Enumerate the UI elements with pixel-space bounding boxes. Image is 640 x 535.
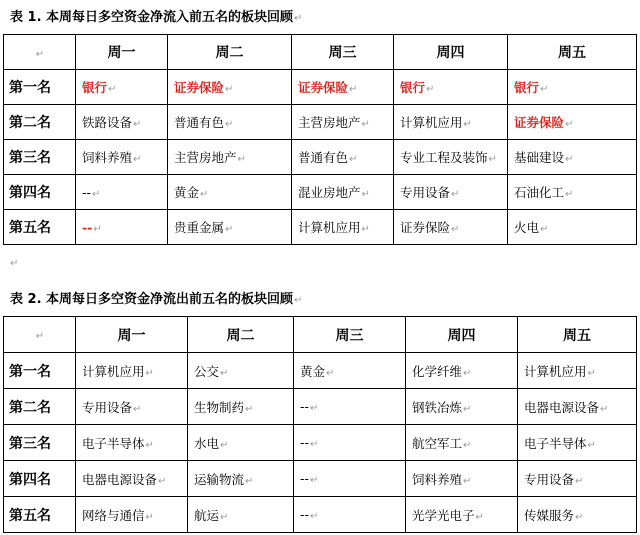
sector-name: 计算机应用	[524, 363, 587, 379]
paragraph-mark-icon: ↵	[326, 367, 335, 379]
sector-name: 银行	[400, 80, 426, 95]
paragraph-mark-icon: ↵	[575, 511, 584, 523]
sector-cell	[76, 140, 168, 175]
sector-cell	[294, 389, 406, 425]
sector-name: 基础建设	[514, 150, 565, 165]
sector-name: 航空军工	[412, 435, 463, 451]
sector-name: --	[82, 184, 92, 200]
day-header: 周五	[508, 35, 637, 70]
header-row	[4, 35, 637, 70]
paragraph-mark-icon: ↵	[35, 331, 45, 342]
day-header: 周三	[294, 317, 406, 353]
sector-name: 普通有色	[174, 115, 225, 130]
paragraph-mark-icon: ↵	[93, 223, 102, 235]
paragraph-mark-icon: ↵	[463, 367, 472, 379]
sector-name: 钢铁冶炼	[412, 399, 463, 415]
paragraph-mark-icon: ↵	[108, 84, 117, 95]
paragraph-mark-icon: ↵	[200, 189, 209, 200]
paragraph-mark-icon: ↵	[294, 295, 303, 306]
sector-cell	[292, 140, 394, 175]
corner-cell	[4, 35, 76, 70]
sector-name: 专用设备	[524, 471, 575, 487]
sector-cell	[406, 389, 518, 425]
sector-cell	[168, 70, 292, 105]
day-header: 周三	[292, 35, 394, 70]
sector-name: 银行	[514, 80, 540, 95]
paragraph-mark-icon: ↵	[133, 154, 142, 165]
sector-name: 计算机应用	[82, 363, 145, 379]
sector-cell	[188, 389, 294, 425]
table-row	[4, 140, 637, 175]
day-header: 周一	[76, 35, 168, 70]
sector-cell	[406, 461, 518, 497]
paragraph-mark-icon: ↵	[225, 84, 234, 95]
sector-cell	[406, 353, 518, 389]
sector-cell	[188, 353, 294, 389]
sector-cell	[292, 210, 394, 245]
corner-cell	[4, 317, 76, 353]
header-row	[4, 317, 637, 353]
day-header: 周二	[188, 317, 294, 353]
sector-cell	[394, 140, 508, 175]
paragraph-mark-icon: ↵	[475, 511, 484, 523]
sector-name: 电器电源设备	[524, 399, 600, 415]
sector-name: 主营房地产	[174, 150, 237, 165]
paragraph-mark-icon: ↵	[245, 403, 254, 415]
sector-name: 生物制药	[194, 399, 245, 415]
sector-cell	[76, 105, 168, 140]
sector-cell	[406, 425, 518, 461]
sector-name: 证券保险	[174, 80, 225, 95]
sector-name: 铁路设备	[82, 115, 133, 130]
sector-cell	[168, 210, 292, 245]
paragraph-mark-icon: ↵	[294, 13, 303, 24]
rank-label: 第五名	[4, 210, 76, 245]
paragraph-mark-icon: ↵	[575, 475, 584, 487]
sector-cell	[76, 70, 168, 105]
table1-caption	[10, 9, 302, 28]
table-row	[4, 425, 637, 461]
sector-name: 专业工程及装饰	[400, 150, 488, 165]
rank-label: 第二名	[4, 389, 76, 425]
sector-cell	[76, 353, 188, 389]
paragraph-mark-icon: ↵	[426, 84, 435, 95]
paragraph-mark-icon: ↵	[565, 189, 574, 200]
paragraph-mark-icon: ↵	[565, 119, 574, 130]
table-row	[4, 70, 637, 105]
paragraph-mark-icon: ↵	[349, 84, 358, 95]
sector-cell	[394, 70, 508, 105]
sector-name: 混业房地产	[298, 185, 361, 200]
sector-name: --	[300, 435, 310, 450]
outflow-table	[3, 316, 637, 533]
sector-cell	[76, 175, 168, 210]
rank-label: 第四名	[4, 461, 76, 497]
rank-label: 第四名	[4, 175, 76, 210]
sector-name: 证券保险	[514, 115, 565, 130]
table-row	[4, 105, 637, 140]
sector-cell	[76, 461, 188, 497]
sector-name: 光学光电子	[412, 507, 475, 523]
sector-cell	[518, 497, 637, 533]
paragraph-mark-icon: ↵	[463, 119, 472, 130]
sector-cell	[518, 353, 637, 389]
sector-name: 普通有色	[298, 150, 349, 165]
sector-cell	[168, 105, 292, 140]
paragraph-mark-icon: ↵	[245, 475, 254, 487]
sector-name: 网络与通信	[82, 507, 145, 523]
table2-caption	[10, 291, 302, 310]
paragraph-mark-icon: ↵	[488, 154, 497, 165]
paragraph-mark-icon: ↵	[540, 84, 549, 95]
sector-name: --	[300, 399, 310, 414]
sector-name: 主营房地产	[298, 115, 361, 130]
sector-cell	[394, 210, 508, 245]
sector-name: 饲料养殖	[82, 150, 133, 165]
paragraph-mark-icon: ↵	[565, 154, 574, 165]
paragraph-mark-icon: ↵	[35, 48, 45, 60]
table-row	[4, 353, 637, 389]
sector-name: 公交	[194, 363, 220, 379]
paragraph-mark-icon: ↵	[361, 224, 370, 235]
sector-name: 火电	[514, 220, 540, 235]
sector-cell	[294, 425, 406, 461]
sector-cell	[508, 175, 637, 210]
day-header: 周一	[76, 317, 188, 353]
paragraph-mark-icon: ↵	[451, 224, 460, 235]
empty-paragraph-mark-icon: ↵	[10, 258, 19, 269]
day-header: 周二	[168, 35, 292, 70]
paragraph-mark-icon: ↵	[600, 403, 609, 415]
paragraph-mark-icon: ↵	[361, 119, 370, 130]
rank-label: 第五名	[4, 497, 76, 533]
rank-label: 第一名	[4, 70, 76, 105]
sector-name: 石油化工	[514, 185, 565, 200]
rank-label: 第一名	[4, 353, 76, 389]
sector-name: --	[82, 219, 93, 235]
sector-cell	[292, 70, 394, 105]
paragraph-mark-icon: ↵	[310, 511, 319, 522]
sector-name: 电器电源设备	[82, 471, 158, 487]
paragraph-mark-icon: ↵	[158, 475, 167, 487]
sector-name: 黄金	[174, 185, 200, 200]
rank-label: 第二名	[4, 105, 76, 140]
sector-cell	[76, 389, 188, 425]
table-row	[4, 461, 637, 497]
paragraph-mark-icon: ↵	[463, 403, 472, 415]
rank-label: 第三名	[4, 140, 76, 175]
sector-name: 饲料养殖	[412, 471, 463, 487]
sector-name: --	[300, 471, 310, 486]
paragraph-mark-icon: ↵	[587, 439, 596, 451]
sector-cell	[76, 497, 188, 533]
sector-name: 证券保险	[400, 220, 451, 235]
sector-name: --	[300, 507, 310, 522]
table-row	[4, 497, 637, 533]
outflow-table-body	[4, 317, 637, 533]
paragraph-mark-icon: ↵	[540, 224, 549, 235]
sector-name: 证券保险	[298, 80, 349, 95]
sector-cell	[394, 175, 508, 210]
sector-cell	[292, 175, 394, 210]
paragraph-mark-icon: ↵	[220, 439, 229, 451]
table2-caption-text: 表 2. 本周每日多空资金净流出前五名的板块回顾	[10, 292, 294, 307]
table-row	[4, 175, 637, 210]
sector-name: 化学纤维	[412, 363, 463, 379]
sector-name: 航运	[194, 507, 220, 523]
sector-name: 计算机应用	[298, 220, 361, 235]
paragraph-mark-icon: ↵	[133, 119, 142, 130]
paragraph-mark-icon: ↵	[310, 439, 319, 450]
rank-label: 第三名	[4, 425, 76, 461]
paragraph-mark-icon: ↵	[310, 475, 319, 486]
sector-name: 电子半导体	[82, 435, 145, 451]
sector-name: 水电	[194, 435, 220, 451]
sector-cell	[292, 105, 394, 140]
inflow-table	[3, 34, 637, 245]
paragraph-mark-icon: ↵	[225, 119, 234, 130]
sector-cell	[294, 353, 406, 389]
paragraph-mark-icon: ↵	[220, 367, 229, 379]
sector-name: 传媒服务	[524, 507, 575, 523]
sector-name: 运输物流	[194, 471, 245, 487]
paragraph-mark-icon: ↵	[133, 403, 142, 415]
day-header: 周四	[406, 317, 518, 353]
sector-name: 电子半导体	[524, 435, 587, 451]
sector-name: 银行	[82, 80, 108, 95]
sector-cell	[168, 175, 292, 210]
paragraph-mark-icon: ↵	[237, 154, 246, 165]
sector-cell	[76, 210, 168, 245]
sector-cell	[508, 140, 637, 175]
inflow-table-body	[4, 35, 637, 245]
table-row	[4, 210, 637, 245]
day-header: 周五	[518, 317, 637, 353]
sector-name: 黄金	[300, 363, 326, 379]
paragraph-mark-icon: ↵	[145, 439, 154, 451]
paragraph-mark-icon: ↵	[463, 475, 472, 487]
sector-name: 专用设备	[82, 399, 133, 415]
paragraph-mark-icon: ↵	[220, 511, 229, 523]
sector-cell	[406, 497, 518, 533]
sector-cell	[168, 140, 292, 175]
sector-cell	[188, 497, 294, 533]
paragraph-mark-icon: ↵	[451, 189, 460, 200]
paragraph-mark-icon: ↵	[145, 511, 154, 523]
paragraph-mark-icon: ↵	[463, 439, 472, 451]
paragraph-mark-icon: ↵	[361, 189, 370, 200]
sector-cell	[508, 70, 637, 105]
sector-cell	[508, 210, 637, 245]
paragraph-mark-icon: ↵	[310, 403, 319, 414]
sector-cell	[394, 105, 508, 140]
paragraph-mark-icon: ↵	[349, 154, 358, 165]
sector-cell	[518, 389, 637, 425]
sector-name: 计算机应用	[400, 115, 463, 130]
sector-cell	[76, 425, 188, 461]
sector-cell	[294, 497, 406, 533]
sector-cell	[294, 461, 406, 497]
sector-cell	[188, 425, 294, 461]
sector-name: 贵重金属	[174, 220, 225, 235]
sector-cell	[518, 461, 637, 497]
sector-cell	[188, 461, 294, 497]
paragraph-mark-icon: ↵	[92, 188, 101, 200]
paragraph-mark-icon: ↵	[225, 224, 234, 235]
table-row	[4, 389, 637, 425]
sector-cell	[518, 425, 637, 461]
day-header: 周四	[394, 35, 508, 70]
table1-caption-text: 表 1. 本周每日多空资金净流入前五名的板块回顾	[10, 10, 294, 25]
paragraph-mark-icon: ↵	[587, 367, 596, 379]
paragraph-mark-icon: ↵	[145, 367, 154, 379]
sector-cell	[508, 105, 637, 140]
sector-name: 专用设备	[400, 185, 451, 200]
